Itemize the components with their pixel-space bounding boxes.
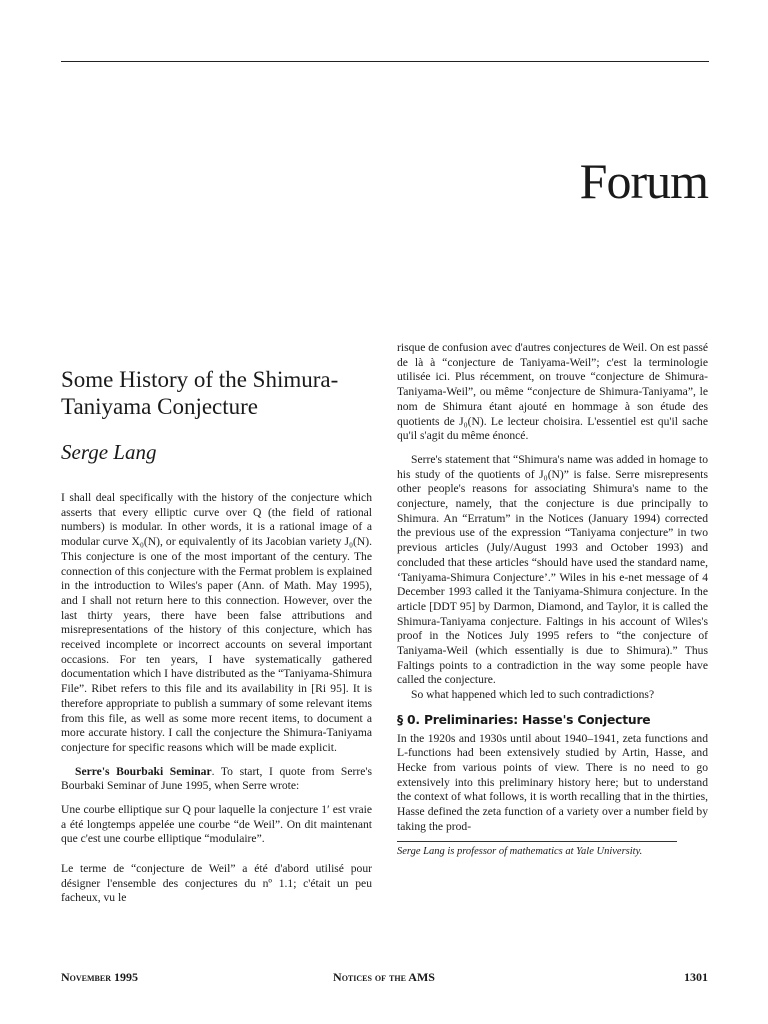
serre-statement-paragraph: Serre's statement that “Shimura's name was added in homage to his study of the quotients of J₀(N)” is false. Serre misrepresents other people's reasons for associating Shimura's name to the conjecture, namely, that the conjecture is due principally to Shimura. An “Erratum” in the Notices (January 1994) corrected the previous use of the expression “Taniyama conjecture” in two previous articles (July/August 1993 and October 1993) and concluded that these articles “should have used the standard name, ‘Taniyama-Shimura Conjecture’.” Wiles in his e-net message of 4 December 1993 called it the Taniyama-Shimura conjecture. In the article [DDT 95] by Darmon, Diamond, and Taylor, it is called the Shimura-Taniyama conjecture. Faltings in his account of Wiles's proof in the Notices July 1995 refers to “the conjecture of Taniyama-Weil (which essentially is due to Shimura).” Thus Faltings points to a contradiction in the way some people have called the conjecture. [397,452,708,687]
bourbaki-text: . To start, I quote from Serre's Bourbaki Seminar of June 1995, when Serre wrote: [61,764,372,793]
left-column [61,491,372,906]
section-title: Forum [579,153,708,209]
question-paragraph: So what happened which led to such contradictions? [411,688,655,702]
section-heading: § 0. Preliminaries: Hasse's Conjecture [397,712,651,727]
footer-page-number: 1301 [684,970,708,984]
author-footnote: Serge Lang is professor of mathematics at Yale University. [397,845,643,857]
right-column [397,341,708,858]
bourbaki-paragraph [61,765,372,794]
serre-quote-continued: risque de confusion avec d'autres conjectures de Weil. On est passé de là à “conjecture de Taniyama-Weil”; c'est la terminologie utilisée ici. Plus récemment, on trouve “conjecture de Shimura-Taniyama-Weil”, ou même “conjecture de Shimura-Taniyama”, le nom de Shimura étant ajouté en hommage à son étude des quotients de J₀(N). Le lecteur choisira. L'essentiel est qu'il sache qu'il s'agit du même énoncé. [397,341,708,443]
intro-paragraph: I shall deal specifically with the history of the conjecture which asserts that every elliptic curve over Q (the field of rational numbers) is modular. In other words, it is a rational image of a modular curve X₀(N), or equivalently of its Jacobian variety J₀(N). This conjecture is one of the most important of the century. The connection of this conjecture with the Fermat problem is explained in the introduction to Wiles's paper (Ann. of Math. May 1995), and I shall not return here to this connection. However, over the last thirty years, there have been false attributions and misrepresentations of the history of this conjecture, which has received incomplete or incorrect accounts on several important occasions. For ten years, I have systematically gathered documentation which I have distributed as the “Taniyama-Shimura File”. Ribet refers to this file and its availability in [Ri 95]. It is therefore appropriate to publish a summary of some relevant items from this file, as well as some more recent items, to document a more accurate history. I call the conjecture the Shimura-Taniyama conjecture for specific reasons which will be made explicit. [61,491,372,754]
serre-quote-2: Le terme de “conjecture de Weil” a été d'abord utilisé pour désigner l'ensemble des conjectures du nº 1.1; c'était un peu facheux, vu le [61,861,372,905]
footnote-rule [397,841,677,842]
article-title: Some History of the Shimura-Taniyama Conjecture [61,367,339,419]
preliminaries-paragraph: In the 1920s and 1930s until about 1940–1941, zeta functions and L-functions had been extensively studied by Artin, Hasse, and Hecke from various points of view. There is no need to go extensively into this preliminary history here; but to understand the context of what follows, it is worth recalling that in the thirties, Hasse defined the zeta function of a variety over a number field by taking the prod- [397,731,708,833]
footer-date: November 1995 [61,970,139,984]
top-rule [61,61,709,62]
serre-quote-1: Une courbe elliptique sur Q pour laquelle la conjecture 1′ est vraie a été longtemps appelée une courbe “de Weil”. On dit maintenant que c'est une courbe elliptique “modulaire”. [61,803,372,846]
footer-journal: Notices of the AMS [333,970,435,984]
article-author: Serge Lang [61,440,157,464]
run-in-heading: Serre's Bourbaki Seminar [75,764,212,778]
